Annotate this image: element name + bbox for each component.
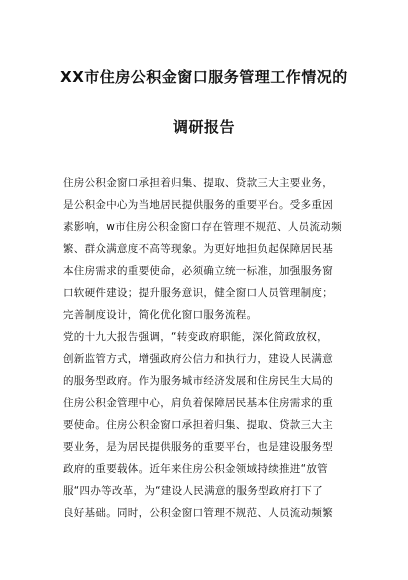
body-line: 住房公积金窗口承担着归集、提取、贷款三大主要业务， <box>63 177 333 189</box>
body-line: 良好基础。同时，公积金窗口管理不规范、人员流动频繁 <box>63 507 333 519</box>
body-line: 繁、群众满意度不高等现象。为更好地担负起保障居民基 <box>63 243 333 255</box>
document-title-line-2: 调研报告 <box>172 118 235 136</box>
body-line: 要使命。住房公积金窗口承担着归集、提取、贷款三大主 <box>63 419 333 431</box>
body-line: 口软硬件建设；提升服务意识，健全窗口人员管理制度； <box>63 287 333 299</box>
body-line: 创新监管方式，增强政府公信力和执行力，建设人民满意 <box>63 353 333 365</box>
body-line: 素影响，w市住房公积金窗口存在管理不规范、人员流动频 <box>63 221 342 233</box>
document-title-line-1: XX市住房公积金窗口服务管理工作情况的 <box>60 68 348 86</box>
body-line: 是公积金中心为当地居民提供服务的重要平台。受多重因 <box>63 199 333 211</box>
body-line: 住房公积金管理中心，肩负着保障居民基本住房需求的重 <box>63 397 333 409</box>
body-line: 党的十九大报告强调，“转变政府职能，深化简政放权， <box>63 331 328 343</box>
body-line: 服“四办等改革，为“建设人民满意的服务型政府打下了 <box>63 485 323 497</box>
body-line: 要业务，是为居民提供服务的重要平台，也是建设服务型 <box>63 441 333 453</box>
body-line: 本住房需求的重要使命，必须确立统一标准，加强服务窗 <box>63 265 333 277</box>
body-line: 政府的重要载体。近年来住房公积金领域持续推进“放管 <box>63 463 328 475</box>
body-line: 完善制度设计，简化优化窗口服务流程。 <box>63 309 258 321</box>
body-line: 的服务型政府。作为服务城市经济发展和住房民生大局的 <box>63 375 333 387</box>
